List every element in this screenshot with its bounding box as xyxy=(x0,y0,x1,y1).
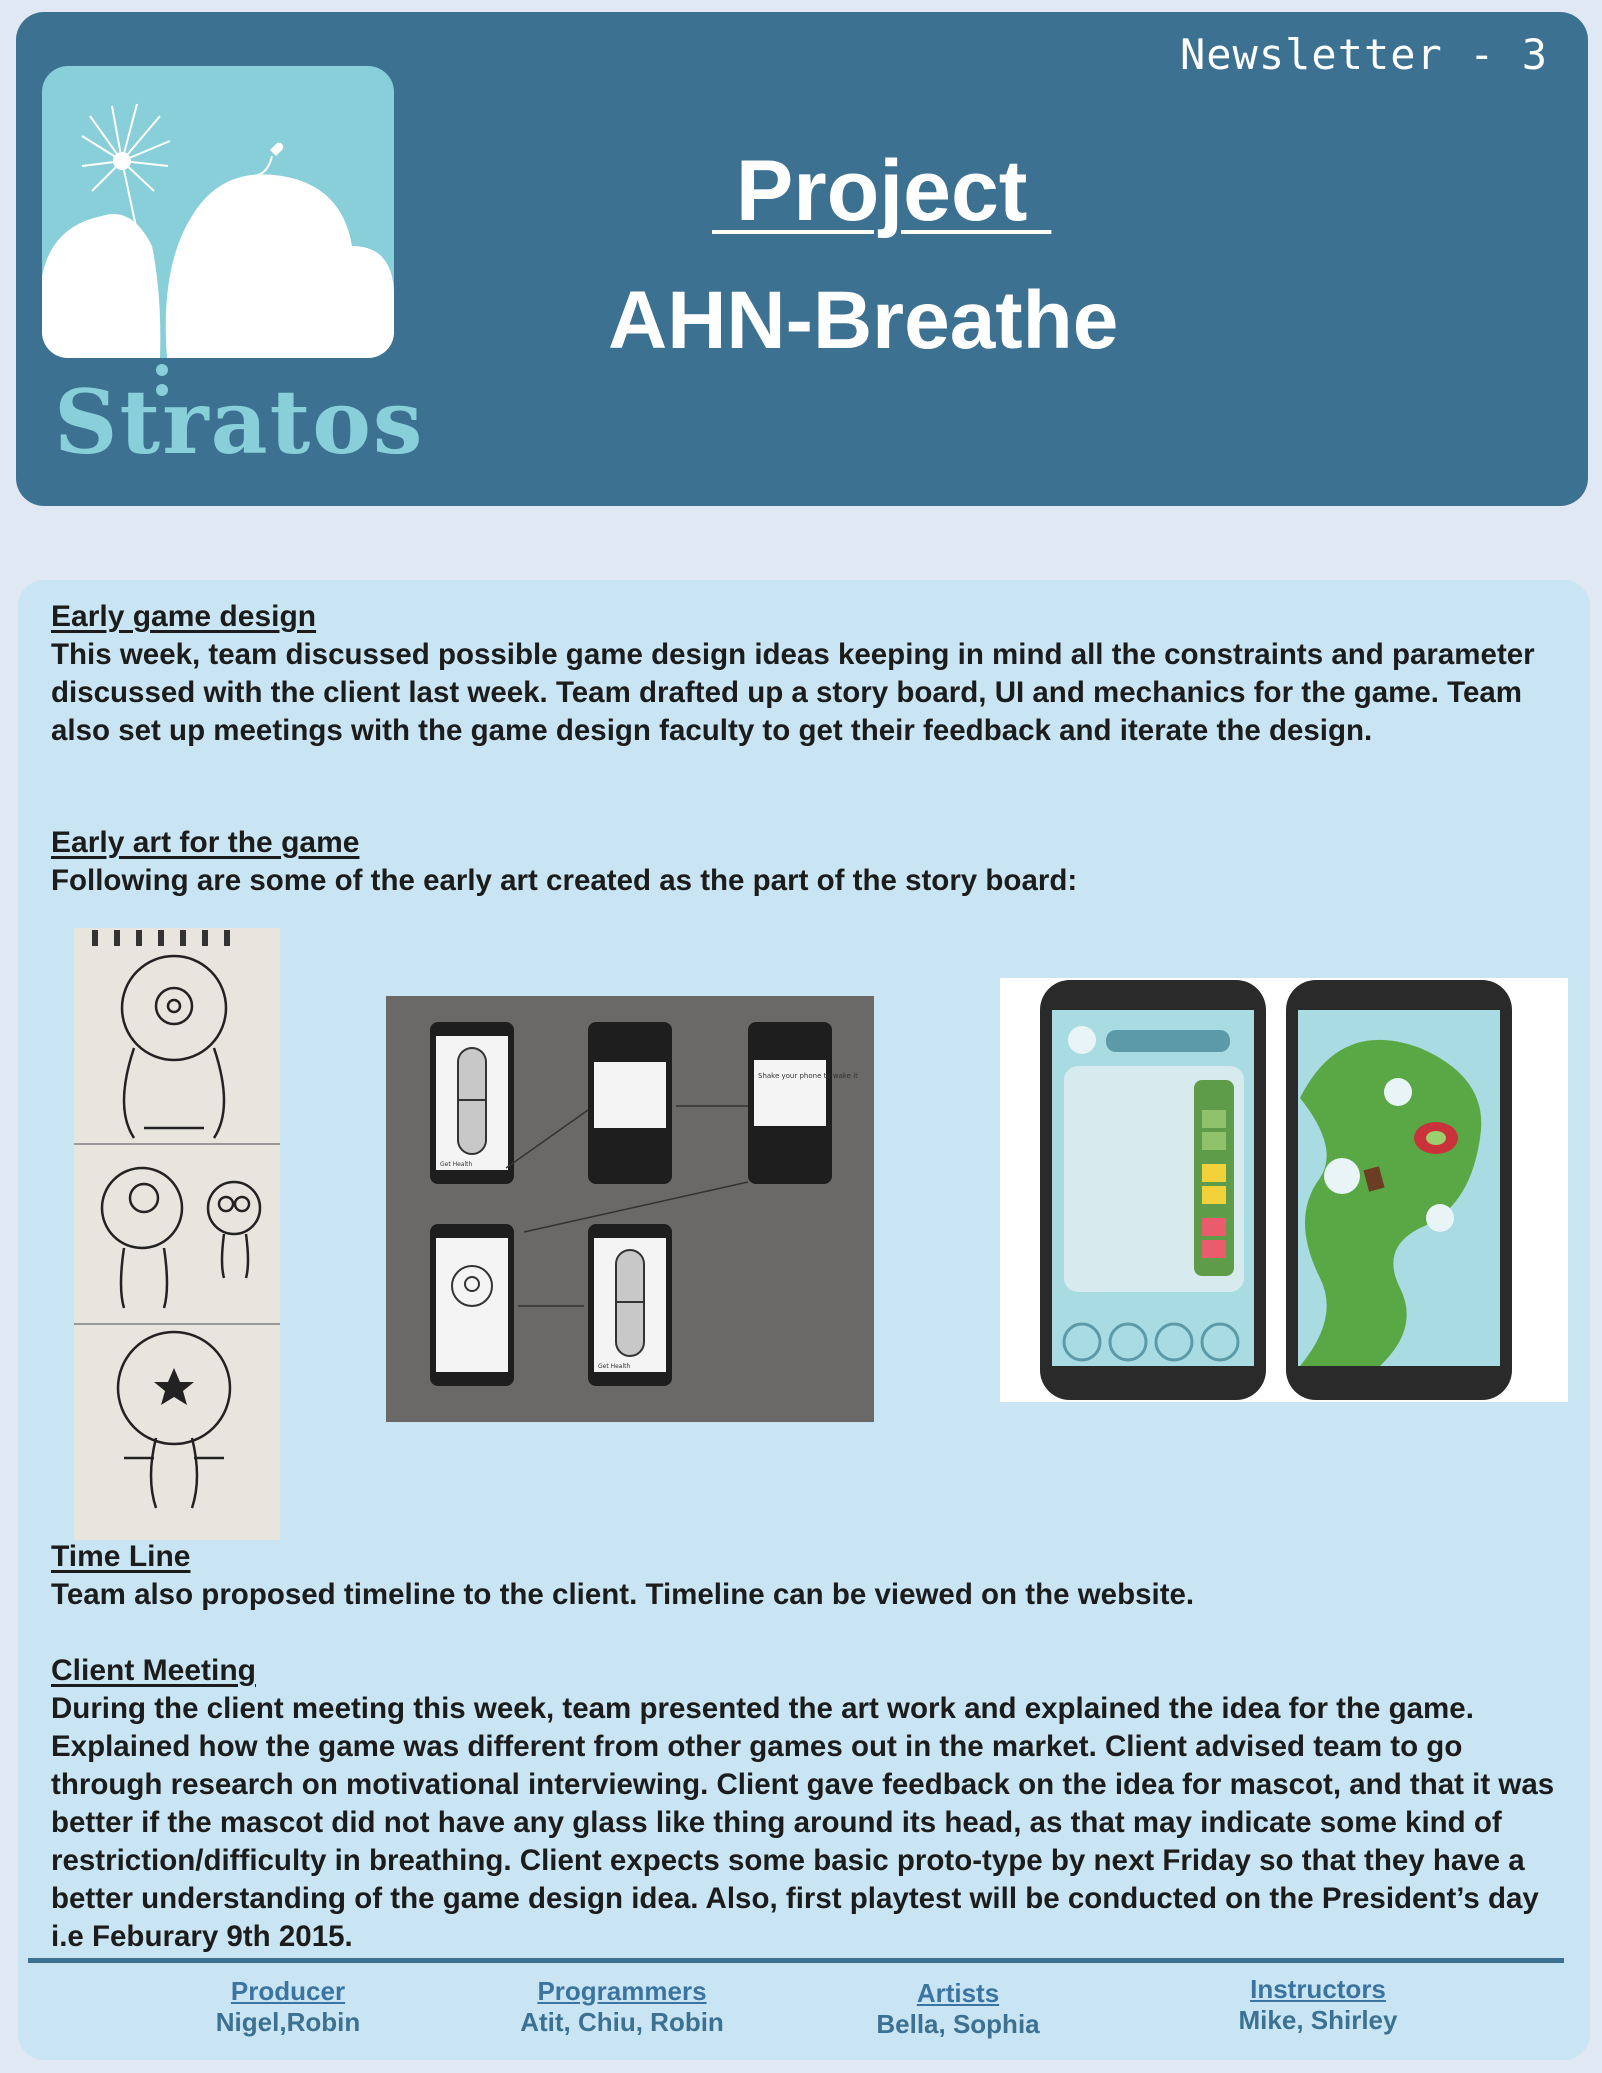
game-ui-mockup-image xyxy=(1000,978,1568,1402)
credit-names: Mike, Shirley xyxy=(1238,2005,1398,2035)
newsletter-number: Newsletter - 3 xyxy=(1179,30,1548,79)
storyboard-shake-text: Shake your phone to wake it xyxy=(758,1072,858,1080)
credit-names: Atit, Chiu, Robin xyxy=(520,2007,724,2037)
early-design-body: This week, team discussed possible game design ideas keeping in mind all the constraints and parameter discussed with the client last week. Team drafted up a story board, UI and mechanics for the game. Team also set up meetings with the game design faculty to get their feedback and iterate the design. xyxy=(51,638,1535,747)
timeline-heading: Time Line xyxy=(51,1540,191,1573)
credit-programmers xyxy=(472,1976,772,2038)
early-art-heading: Early art for the game xyxy=(51,826,360,859)
storyboard-health-label: Get Health xyxy=(440,1161,473,1168)
early-art-body: Following are some of the early art created as the part of the story board: xyxy=(51,864,1078,897)
credit-role: Artists xyxy=(916,1978,1000,2008)
client-meeting-heading: Client Meeting xyxy=(51,1654,257,1687)
stratos-logo xyxy=(42,66,394,358)
cloud-dandelion-icon xyxy=(42,66,394,358)
mascot-sketches-image xyxy=(74,928,280,1540)
credit-role: Producer xyxy=(230,1976,346,2006)
timeline-body: Team also proposed timeline to the client. Timeline can be viewed on the website. xyxy=(51,1578,1195,1611)
credit-names: Bella, Sophia xyxy=(876,2009,1040,2039)
footer-divider xyxy=(28,1958,1564,1963)
credit-producer xyxy=(148,1976,428,2038)
newsletter-header xyxy=(16,12,1588,506)
credit-role: Instructors xyxy=(1250,1974,1386,2004)
title-line-1: Project xyxy=(712,143,1052,239)
logo-text: Stratos xyxy=(54,370,425,474)
title-line-2: AHN-Breathe xyxy=(608,275,1119,366)
storyboard-image xyxy=(386,996,874,1422)
credit-role: Programmers xyxy=(537,1976,707,2006)
credit-instructors xyxy=(1178,1974,1458,2036)
credit-names: Nigel,Robin xyxy=(215,2007,361,2037)
newsletter-content xyxy=(18,580,1590,2060)
credit-artists xyxy=(818,1978,1098,2040)
client-meeting-body: During the client meeting this week, team presented the art work and explained the idea for the game. Explained how the game was different from other games out in the market. Client advised team to go through research on motivational interviewing. Client gave feedback on the idea for mascot, and that it was better if the mascot did not have any glass like thing around its head, as that may indicate some kind of restriction/difficulty in breathing. Client expects some basic proto-type by next Friday so that they have a better understanding of the game design idea. Also, first playtest will be conducted on the President’s day i.e Feburary 9th 2015. xyxy=(51,1692,1555,1953)
early-design-heading: Early game design xyxy=(51,600,317,633)
storyboard-health-label: Get Health xyxy=(598,1363,631,1370)
